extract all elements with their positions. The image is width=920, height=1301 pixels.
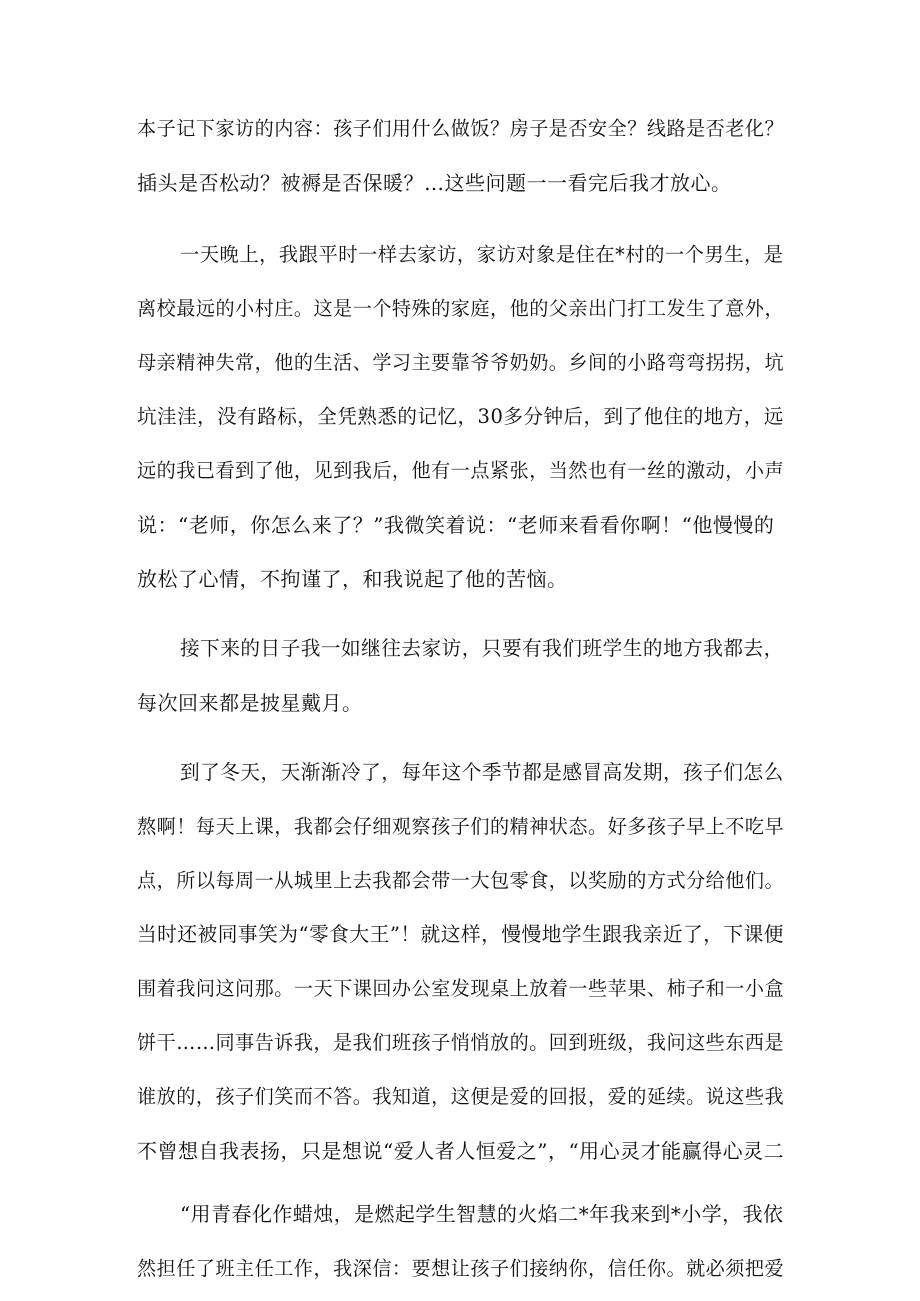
text-line: 插头是否松动？被褥是否保暖？…这些问题一一看完后我才放心。 [137,171,732,195]
text-line: 到了冬天，天渐渐冷了，每年这个季节都是感冒高发期，孩子们怎么 [180,761,784,784]
text-line: 母亲精神失常，他的生活、学习主要靠爷爷奶奶。乡间的小路弯弯拐拐，坑 [137,351,785,374]
text-line: 谁放的，孩子们笑而不答。我知道，这便是爱的回报，爱的延续。说这些我 [137,1085,785,1108]
text-line: 坑洼洼，没有路标，全凭熟悉的记忆，30多分钟后，到了他住的地方，远 [137,405,784,428]
text-line: 接下来的日子我一如继往去家访，只要有我们班学生的地方我都去， [180,637,784,660]
text-line: 当时还被同事笑为“零食大王”！就这样，慢慢地学生跟我亲近了，下课便 [137,923,784,946]
text-line: “用青春化作蜡烛，是燃起学生智慧的火焰二*年我来到*小学，我依 [180,1203,784,1226]
text-line: 远的我已看到了他，见到我后，他有一点紧张，当然也有一丝的激动，小声 [137,459,785,482]
text-line: 放松了心情，不拘谨了，和我说起了他的苦恼。 [137,567,568,591]
text-line: 围着我问这问那。一天下课回办公室发现桌上放着一些苹果、柿子和一小盒 [137,977,785,1000]
text-line: 饼干……同事告诉我，是我们班孩子悄悄放的。回到班级，我问这些东西是 [137,1031,785,1054]
text-line: 然担任了班主任工作，我深信：要想让孩子们接纳你，信任你。就必须把爱 [137,1257,785,1280]
text-line: 每次回来都是披星戴月。 [137,691,363,715]
text-line: 点，所以每周一从城里上去我都会带一大包零食，以奖励的方式分给他们。 [137,869,785,892]
text-line: 不曾想自我表扬，只是想说“爱人者人恒爱之”，“用心灵才能赢得心灵二 [137,1139,785,1163]
text-line: 本子记下家访的内容：孩子们用什么做饭？房子是否安全？线路是否老化？ [137,117,785,140]
text-line: 熬啊！每天上课，我都会仔细观察孩子们的精神状态。好多孩子早上不吃早 [137,815,785,838]
text-line: 一天晚上，我跟平时一样去家访，家访对象是住在*村的一个男生，是 [180,243,784,266]
text-line: 离校最远的小村庄。这是一个特殊的家庭，他的父亲出门打工发生了意外， [137,297,785,320]
text-line: 说：“老师，你怎么来了？”我微笑着说：“老师来看看你啊！“他慢慢的 [137,513,775,537]
